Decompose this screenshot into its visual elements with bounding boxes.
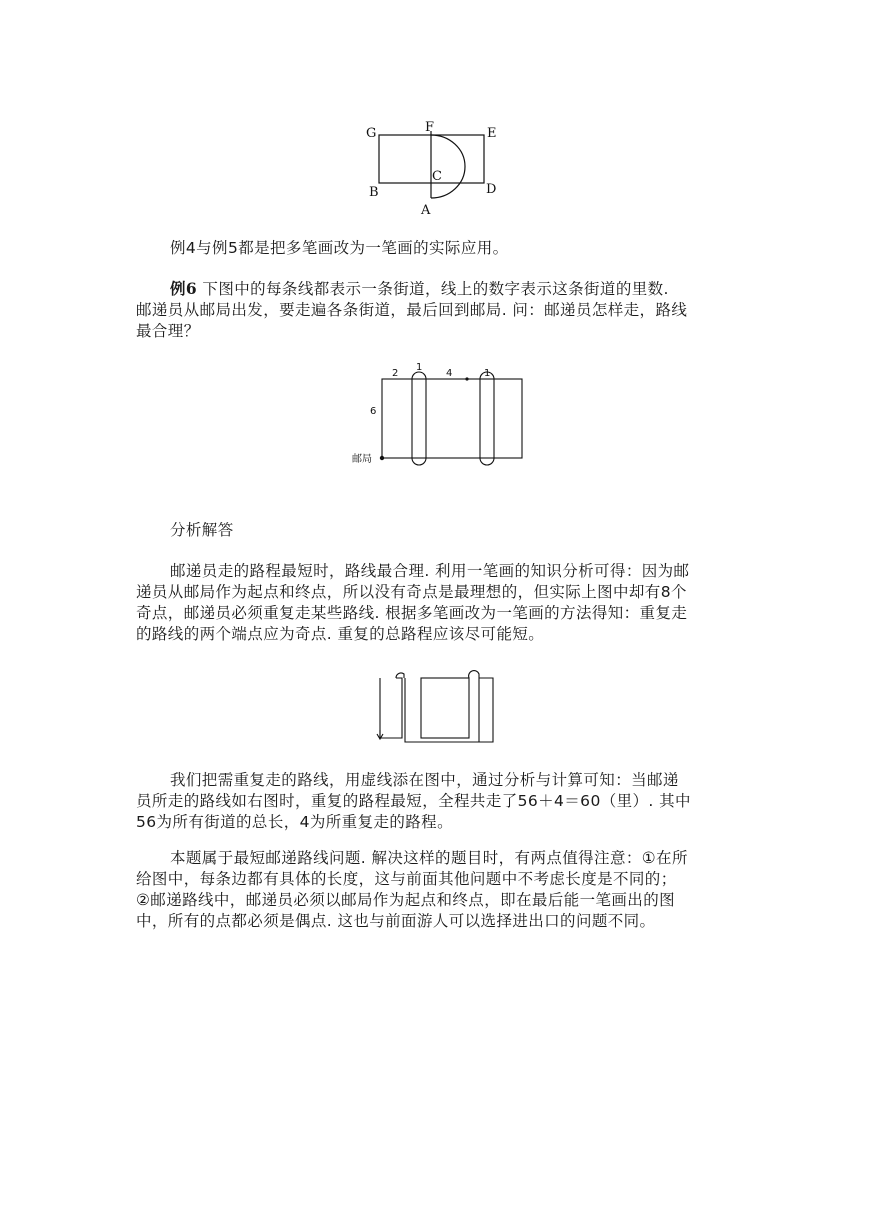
paragraph-conclusion bbox=[136, 848, 756, 932]
fig2-length-loop-left: 1 bbox=[416, 362, 423, 373]
analysis-line-3: 奇点，邮递员必须重复走某些路线. 根据多笔画改为一笔画的方法得知：重复走 bbox=[136, 604, 688, 622]
fig2-length-top-left: 2 bbox=[392, 368, 399, 379]
conclusion-line-4: 中，所有的点都必须是偶点. 这也与前面游人可以选择进出口的问题不同。 bbox=[136, 912, 656, 930]
conclusion-line-3: ②邮递路线中，邮递员必须以邮局作为起点和终点，即在最后能一笔画出的图 bbox=[136, 891, 675, 909]
paragraph-example-4-5: 例4与例5都是把多笔画改为一笔画的实际应用。 bbox=[170, 239, 509, 257]
paragraph-solution bbox=[136, 770, 756, 833]
figure-3-route-diagram bbox=[372, 670, 502, 750]
analysis-line-4: 的路线的两个端点应为奇点. 重复的总路程应该尽可能短。 bbox=[136, 625, 545, 643]
fig2-length-left-side: 6 bbox=[370, 406, 377, 417]
paragraph-analysis bbox=[136, 561, 756, 645]
fig2-length-top-middle: 4 bbox=[446, 368, 453, 379]
fig1-label-b: B bbox=[369, 185, 379, 200]
fig3-right-block bbox=[405, 678, 493, 742]
fig1-label-a: A bbox=[421, 203, 431, 218]
solution-line-1: 我们把需重复走的路线，用虚线添在图中，通过分析与计算可知：当邮递 bbox=[170, 771, 679, 789]
fig2-left-loop bbox=[412, 372, 426, 465]
fig2-outer-rectangle bbox=[382, 379, 522, 458]
fig3-right-hook bbox=[469, 671, 479, 678]
section-heading-analysis: 分析解答 bbox=[170, 521, 234, 539]
fig1-label-e: E bbox=[487, 126, 497, 141]
fig1-label-d: D bbox=[486, 182, 497, 197]
fig1-label-g: G bbox=[366, 126, 377, 141]
figure-1-diagram bbox=[360, 118, 510, 223]
solution-line-3: 56为所有街道的总长，4为所重复走的路程。 bbox=[136, 813, 453, 831]
solution-line-2: 员所走的路线如右图时，重复的路程最短，全程共走了56＋4＝60（里）. 其中 bbox=[136, 792, 691, 810]
fig3-left-block bbox=[380, 678, 402, 738]
fig3-left-hook bbox=[396, 673, 404, 678]
fig1-label-c: C bbox=[432, 169, 442, 184]
fig1-semicircle bbox=[431, 135, 465, 198]
figure-2-street-map bbox=[340, 362, 540, 472]
analysis-line-2: 递员从邮局作为起点和终点，所以没有奇点是最理想的，但实际上图中却有8个 bbox=[136, 583, 687, 601]
fig1-label-f: F bbox=[425, 120, 435, 135]
example-6-line-2: 邮递员从邮局出发，要走遍各条街道，最后回到邮局. 问：邮递员怎样走，路线 bbox=[136, 301, 688, 319]
example-6-title: 例6 bbox=[170, 279, 198, 298]
paragraph-example-6 bbox=[136, 278, 756, 342]
conclusion-line-1: 本题属于最短邮递路线问题. 解决这样的题目时，有两点值得注意：①在所 bbox=[170, 849, 688, 867]
post-office-label: 邮局 bbox=[352, 454, 372, 465]
fig2-top-node bbox=[465, 377, 468, 380]
example-6-intro: 下图中的每条线都表示一条街道，线上的数字表示这条街道的里数. bbox=[197, 280, 669, 298]
fig2-length-loop-right: 1 bbox=[484, 368, 491, 379]
fig2-right-loop bbox=[480, 372, 494, 465]
conclusion-line-2: 给图中，每条边都有具体的长度，这与前面其他问题中不考虑长度是不同的； bbox=[136, 870, 677, 888]
example-6-line-3: 最合理？ bbox=[136, 322, 200, 340]
fig3-middle-block bbox=[421, 678, 469, 738]
analysis-line-1: 邮递员走的路程最短时，路线最合理. 利用一笔画的知识分析可得：因为邮 bbox=[170, 562, 690, 580]
post-office-node bbox=[380, 456, 384, 460]
